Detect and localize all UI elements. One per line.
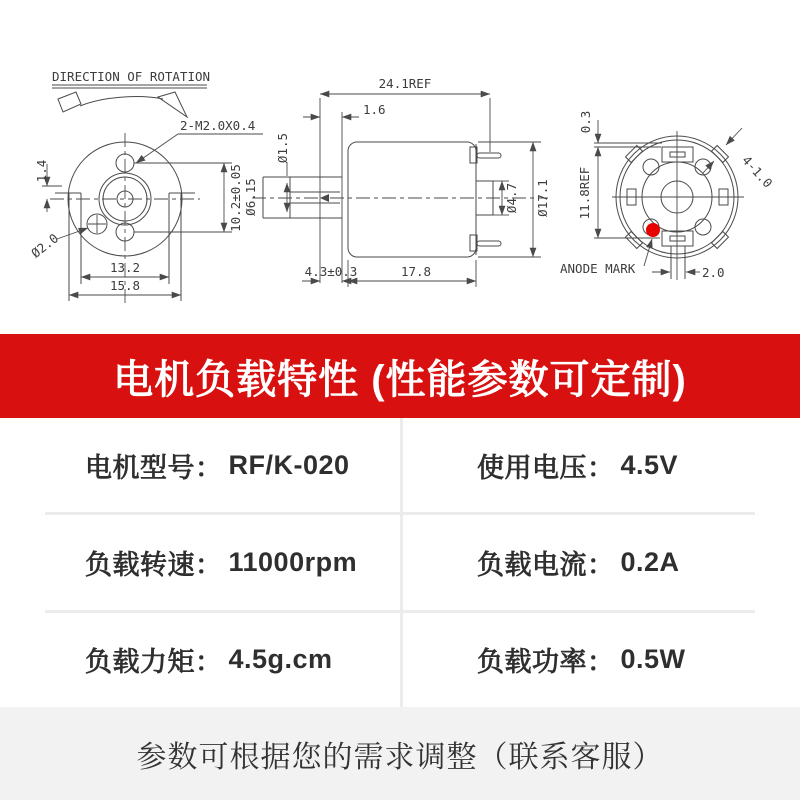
spec-value: RF/K-020 <box>228 449 350 480</box>
section-banner <box>0 334 800 418</box>
spec-label: 负载电流： <box>477 549 615 580</box>
spec-column-right <box>403 418 755 707</box>
dim-width-outer: 15.8 <box>109 278 141 293</box>
dim-notches: 4-1.0 <box>739 152 776 191</box>
spec-label: 负载功率： <box>477 647 615 678</box>
spec-row-load-current <box>403 512 755 609</box>
dim-body-dia: Ø17.1 <box>535 179 550 217</box>
rear-view-body <box>612 131 744 280</box>
dim-hole-dia: Ø2.0 <box>28 230 62 261</box>
dim-boss-dia: Ø6.15 <box>243 178 258 216</box>
anode-mark-dot <box>646 223 660 237</box>
technical-drawings <box>0 0 800 333</box>
dim-width-inner: 13.2 <box>109 260 141 275</box>
spec-label: 电机型号： <box>85 452 223 483</box>
spec-row-voltage <box>403 418 755 512</box>
side-view-dimensions <box>243 76 550 287</box>
spec-row-model <box>45 418 400 512</box>
spec-value: 11000rpm <box>228 546 358 577</box>
rear-view-dimensions <box>560 111 776 280</box>
dim-hub-dia: Ø4.7 <box>504 182 519 214</box>
spec-label: 负载力矩： <box>85 647 223 678</box>
spec-table <box>0 418 800 707</box>
spec-row-load-torque <box>45 610 400 707</box>
banner-title: 电机负载特性 (性能参数可定制) <box>113 357 687 402</box>
dim-tab-width: 2.0 <box>702 265 725 280</box>
footer-note-bar <box>0 707 800 800</box>
dim-boss-protrusion: 1.6 <box>363 102 386 117</box>
dim-terminal-span: 11.8REF <box>577 166 592 220</box>
rotation-arrow <box>58 92 187 117</box>
spec-value: 4.5g.cm <box>228 644 333 675</box>
dim-hole-span: 10.2±0.05 <box>228 164 243 232</box>
dim-offset: 0.3 <box>578 110 593 134</box>
spec-value: 0.2A <box>620 546 680 577</box>
rear-view-drawing <box>560 111 776 280</box>
spec-value: 0.5W <box>620 644 686 675</box>
front-view-drawing <box>28 69 263 307</box>
rotation-heading: DIRECTION OF ROTATION <box>52 69 211 84</box>
spec-row-load-speed <box>45 512 400 609</box>
anode-mark-label: ANODE MARK <box>560 261 636 276</box>
dim-shaft-length: 4.3±0.3 <box>304 264 358 279</box>
dim-total-length: 24.1REF <box>378 76 432 91</box>
screw-spec-label: 2-M2.0X0.4 <box>180 118 256 133</box>
footer-note: 参数可根据您的需求调整（联系客服） <box>136 740 664 774</box>
spec-label: 负载转速： <box>85 549 223 580</box>
centerline-arrow <box>320 194 329 202</box>
spec-label: 使用电压： <box>477 452 615 483</box>
dim-shaft-dia: Ø1.5 <box>275 132 290 164</box>
spec-column-left <box>45 418 400 707</box>
dim-body-length: 17.8 <box>400 264 432 279</box>
side-view-drawing <box>243 76 550 287</box>
spec-value: 4.5V <box>620 449 679 480</box>
spec-row-load-power <box>403 610 755 707</box>
dim-side-offset: 1.4 <box>34 159 49 183</box>
